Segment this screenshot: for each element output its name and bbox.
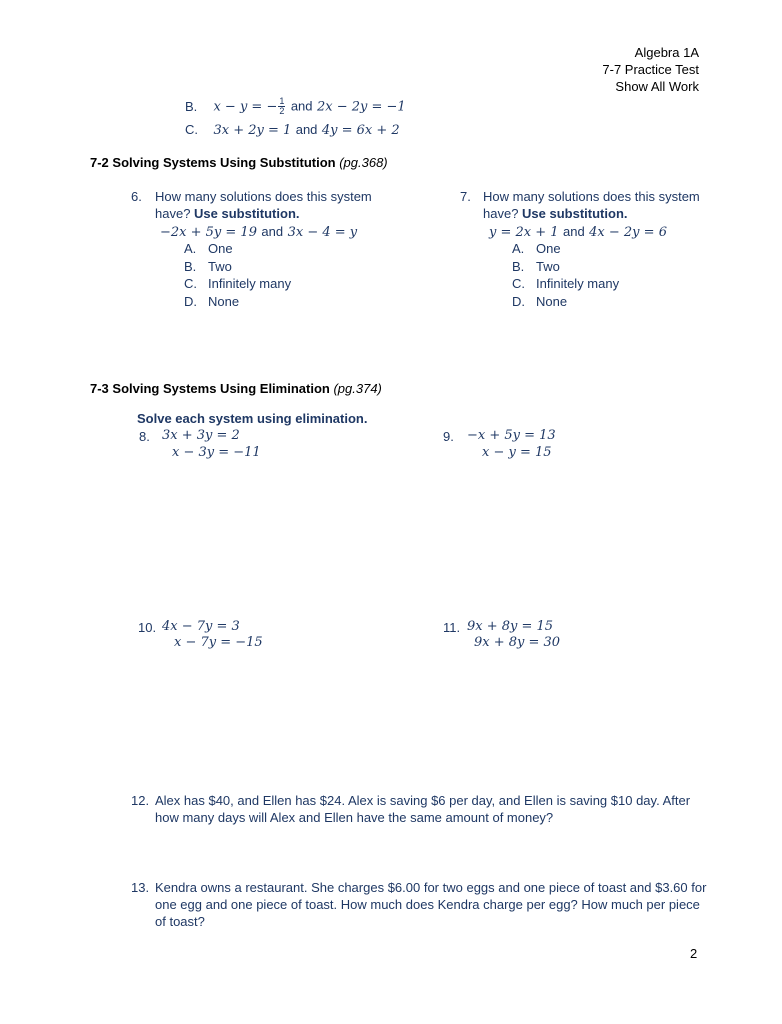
q6-option-a[interactable]: A. One [184,241,233,256]
q13-text-line1: Kendra owns a restaurant. She charges $6.00 for two eggs and one piece of toast and $3.60 for [155,880,707,895]
q6-option-d[interactable]: D. None [184,294,240,309]
q9-equation-2: x − y = 15 [482,445,552,460]
prev-question-option-b: B. x − y = − $\frac{1}{2}$ and 2x − 2y = −1 [185,96,406,116]
q7-option-b[interactable]: B. Two [512,259,560,274]
option-b-rhs: 2x − 2y = −1 [316,99,406,115]
q9-number: 9. [443,429,454,444]
elimination-instruction: Solve each system using elimination. [137,411,368,426]
option-letter: C. [185,122,198,137]
prev-question-option-c: C. 3x + 2y = 1 and 4y = 6x + 2 [185,122,400,138]
q6-system: −2x + 5y = 19 and 3x − 4 = y [160,224,358,240]
q6-option-b[interactable]: B. Two [184,259,232,274]
q9-equation-1: −x + 5y = 13 [467,428,556,443]
option-c-rhs: 4y = 6x + 2 [321,123,400,138]
option-c-lhs: 3x + 2y = 1 [213,123,292,138]
q7-system: y = 2x + 1 and 4x − 2y = 6 [489,224,667,240]
q11-equation-2: 9x + 8y = 30 [474,635,561,650]
q8-equation-2: x − 3y = −11 [172,445,261,460]
option-letter: B. [185,98,198,114]
instructions-header: Show All Work [615,79,699,94]
q8-number: 8. [139,429,150,444]
q7-prompt-line2: have? Use substitution. [483,206,628,221]
q6-prompt-line1: How many solutions does this system [155,189,372,204]
q12-text-line2: how many days will Alex and Ellen have the same amount of money? [155,810,554,825]
q7-prompt-line1: How many solutions does this system [483,189,700,204]
q13-text-line2: one egg and one piece of toast. How much does Kendra charge per egg? How much per piece [155,897,700,912]
q7-option-d[interactable]: D. None [512,294,568,309]
q12-number: 12. [131,793,150,808]
section-7-2-heading: 7-2 Solving Systems Using Substitution (pg.368) [90,155,388,170]
q11-number: 11. [443,620,461,635]
q6-prompt-line2: have? Use substitution. [155,206,300,221]
one-half-fraction: $\frac{1}{2}$ [279,96,285,116]
q13-text-line3: of toast? [155,914,205,929]
test-title: 7-7 Practice Test [602,62,699,77]
q11-equation-1: 9x + 8y = 15 [467,619,554,634]
q10-equation-1: 4x − 7y = 3 [162,619,240,634]
q6-number: 6. [131,189,142,204]
q8-equation-1: 3x + 3y = 2 [162,428,240,443]
section-7-3-heading: 7-3 Solving Systems Using Elimination (pg.374) [90,381,382,396]
q7-number: 7. [460,189,471,204]
q6-option-c[interactable]: C. Infinitely many [184,276,292,291]
course-title: Algebra 1A [634,45,699,60]
q7-option-a[interactable]: A. One [512,241,561,256]
q10-equation-2: x − 7y = −15 [174,635,263,650]
q12-text-line1: Alex has $40, and Ellen has $24. Alex is saving $6 per day, and Ellen is saving $10 day. After [155,793,691,808]
q7-option-c[interactable]: C. Infinitely many [512,276,620,291]
q10-number: 10. [138,620,157,635]
option-b-lhs: x − y = − [213,99,278,115]
page-number: 2 [690,946,698,961]
q13-number: 13. [131,880,150,895]
